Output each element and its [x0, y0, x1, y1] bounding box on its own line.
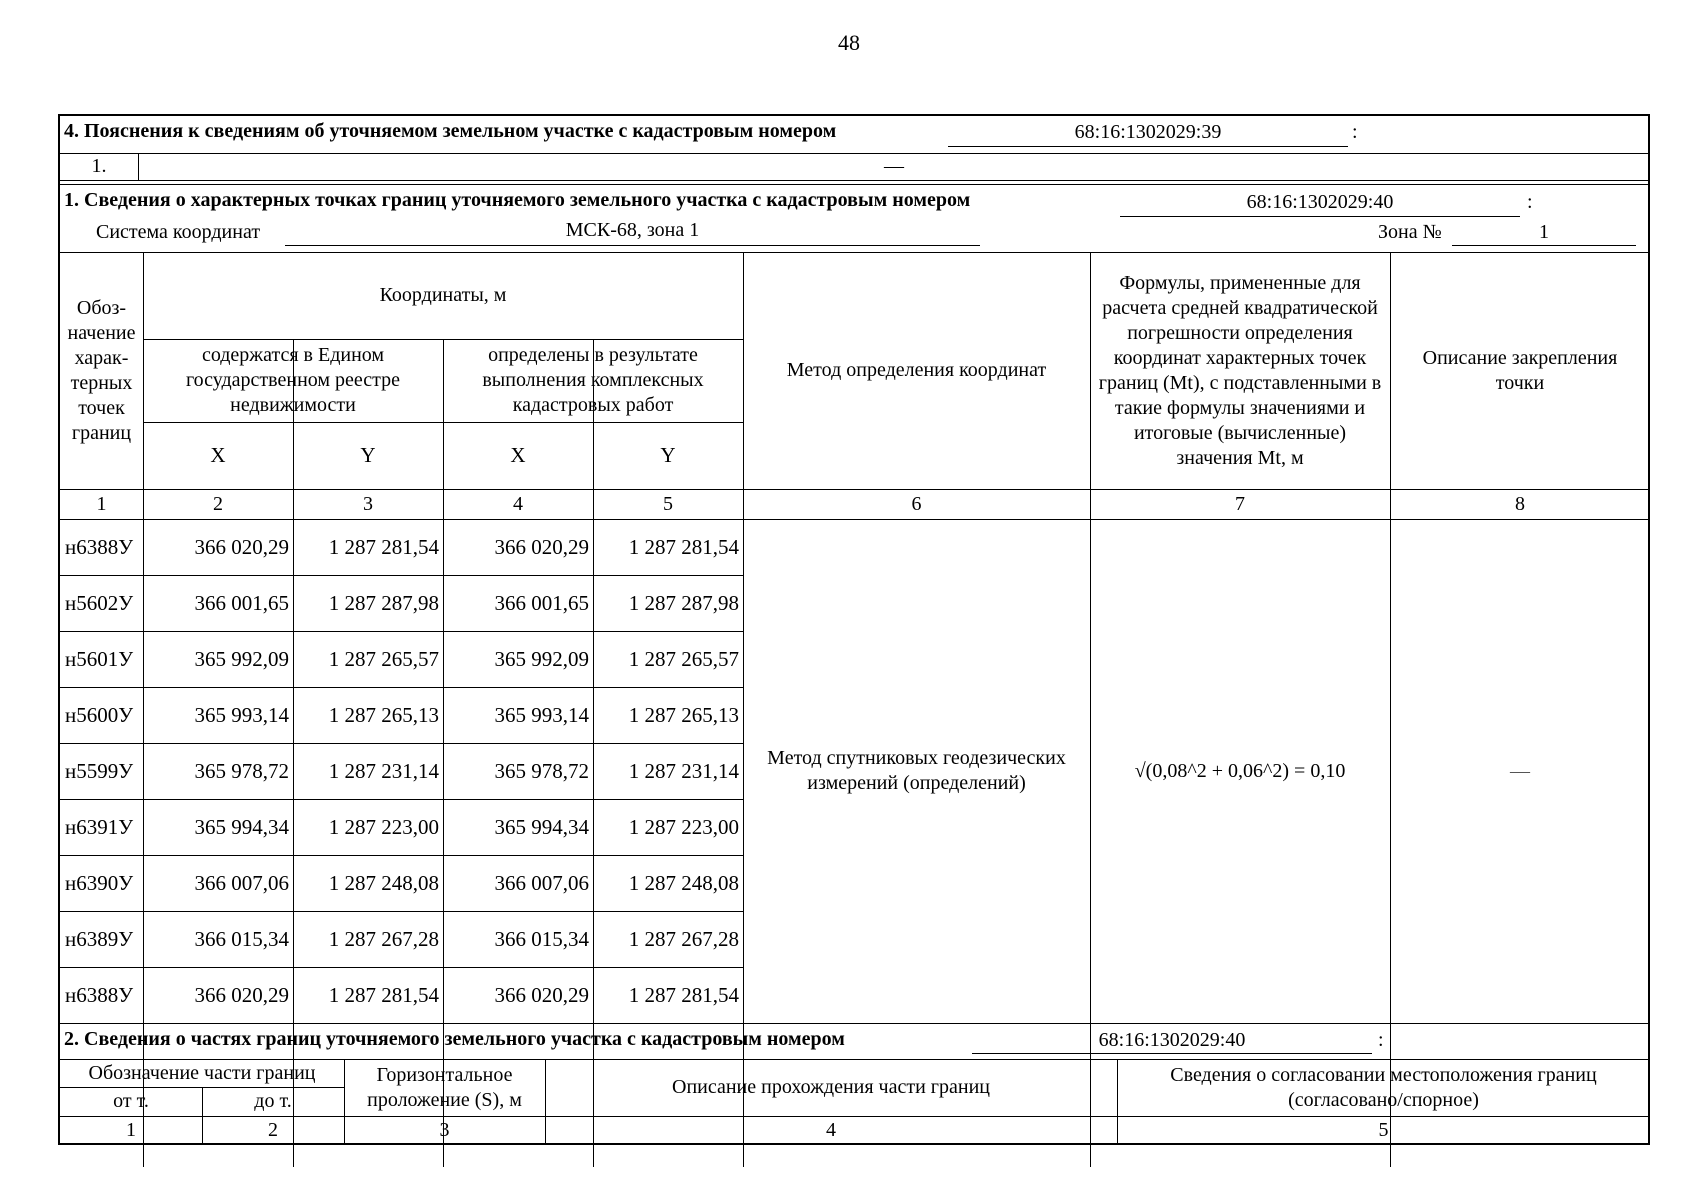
header-point-designation	[60, 252, 143, 489]
column-number: 4	[513, 492, 523, 515]
x-determined: 366 020,29	[494, 534, 589, 559]
header-line: начение	[67, 321, 136, 344]
column-number: 1	[96, 492, 107, 515]
divider	[60, 180, 1650, 181]
header-determined: определены в результате выполнения комплексных кадастровых работ	[482, 344, 704, 416]
y-determined: 1 287 248,08	[628, 870, 739, 895]
x-determined: 366 001,65	[494, 590, 589, 615]
y-egrn: 1 287 287,98	[328, 590, 439, 615]
column-number: 8	[1515, 492, 1525, 515]
header-x-egrn: X	[210, 443, 226, 467]
header-horizontal-layout: Горизонтальное проложение (S), м	[367, 1063, 522, 1111]
header-coordinates: Координаты, м	[379, 284, 507, 306]
section1-cadastral-number: 68:16:1302029:40	[1246, 191, 1394, 213]
point-id: н5601У	[65, 646, 134, 671]
header-description: Описание закрепления точки	[1422, 346, 1618, 394]
cadastral-form	[58, 114, 1650, 1145]
coord-system-underline	[285, 245, 980, 246]
header-y-egrn: Y	[360, 443, 376, 467]
x-egrn: 365 978,72	[194, 758, 289, 783]
point-id: н6389У	[65, 926, 134, 951]
divider	[60, 1023, 1650, 1024]
section4-cadastral-number: 68:16:1302029:39	[1074, 121, 1222, 143]
point-id: н5602У	[65, 590, 134, 615]
point-id: н6388У	[65, 982, 134, 1007]
x-determined: 366 007,06	[494, 870, 589, 895]
y-determined: 1 287 287,98	[628, 590, 739, 615]
column-number: 4	[826, 1119, 836, 1141]
page-number: 48	[838, 30, 860, 55]
x-determined: 365 993,14	[494, 702, 589, 727]
y-determined: 1 287 231,14	[628, 758, 739, 783]
header-line: терных	[70, 371, 133, 394]
column-number: 3	[439, 1119, 450, 1141]
header-egrn: содержатся в Едином государственном реестре недвижимости	[185, 344, 401, 416]
header-y-determined: Y	[660, 443, 676, 467]
y-egrn: 1 287 267,28	[328, 926, 439, 951]
section1-title: 1. Сведения о характерных точках границ уточняемого земельного участка с кадастровым номером	[64, 189, 971, 211]
y-egrn: 1 287 281,54	[328, 982, 439, 1007]
section2-number-underline	[972, 1053, 1372, 1054]
column-number: 5	[663, 492, 673, 515]
y-determined: 1 287 223,00	[628, 814, 739, 839]
formula-value: √(0,08^2 + 0,06^2) = 0,10	[1134, 759, 1346, 782]
point-id: н5600У	[65, 702, 134, 727]
section4-row-number: 1.	[91, 155, 107, 177]
x-egrn: 365 993,14	[194, 702, 289, 727]
header-part-designation: Обозначение части границ	[88, 1061, 316, 1084]
column-number: 3	[363, 492, 373, 515]
x-egrn: 366 015,34	[194, 926, 289, 951]
header-method: Метод определения координат	[786, 359, 1047, 381]
zone-underline	[1452, 245, 1636, 246]
section2-colon: :	[1378, 1029, 1384, 1051]
x-egrn: 366 007,06	[194, 870, 289, 895]
y-egrn: 1 287 265,57	[328, 646, 439, 671]
header-formulas: Формулы, примененные для расчета средней квадратической погрешности определения координат характерных точек границ (Mt), с подставленными в такие формулы значениями и итоговые (вычисленные) значения Mt, м	[1098, 271, 1382, 469]
header-path-description: Описание прохождения части границ	[672, 1076, 990, 1098]
column-number: 5	[1378, 1119, 1389, 1141]
method-value: Метод спутниковых геодезических измерений (определений)	[767, 747, 1066, 794]
x-egrn: 366 001,65	[194, 590, 289, 615]
section4-number-underline	[948, 146, 1348, 147]
x-determined: 365 992,09	[494, 646, 589, 671]
header-to-point: до т.	[254, 1090, 292, 1112]
column-number: 7	[1235, 492, 1245, 515]
point-id: н5599У	[65, 758, 134, 783]
point-id: н6391У	[65, 814, 134, 839]
x-egrn: 365 994,34	[194, 814, 289, 839]
x-determined: 366 020,29	[494, 982, 589, 1007]
y-determined: 1 287 281,54	[628, 534, 739, 559]
y-egrn: 1 287 248,08	[328, 870, 439, 895]
x-determined: 365 994,34	[494, 814, 589, 839]
section2-cadastral-number: 68:16:1302029:40	[1098, 1029, 1246, 1051]
point-id: н6388У	[65, 534, 134, 559]
zone-label: Зона №	[1378, 221, 1442, 243]
divider	[60, 184, 1650, 185]
y-determined: 1 287 267,28	[628, 926, 739, 951]
section4-title: 4. Пояснения к сведениям об уточняемом земельном участке с кадастровым номером	[64, 120, 837, 142]
header-from-point: от т.	[113, 1090, 149, 1112]
section1-number-underline	[1120, 216, 1520, 217]
header-line: точек	[78, 396, 125, 419]
x-egrn: 365 992,09	[194, 646, 289, 671]
point-id: н6390У	[65, 870, 134, 895]
x-egrn: 366 020,29	[194, 982, 289, 1007]
y-determined: 1 287 265,57	[628, 646, 739, 671]
header-agreement: Сведения о согласовании местоположения границ (согласовано/спорное)	[1170, 1063, 1597, 1111]
section1-colon: :	[1527, 191, 1533, 213]
header-x-determined: X	[510, 443, 526, 467]
x-egrn: 366 020,29	[194, 534, 289, 559]
section2-title: 2. Сведения о частях границ уточняемого земельного участка с кадастровым номером	[64, 1028, 845, 1050]
coord-system-label: Система координат	[96, 221, 261, 243]
header-line: границ	[71, 421, 132, 444]
column-number: 1	[126, 1119, 136, 1141]
zone-value: 1	[1539, 221, 1549, 243]
x-determined: 366 015,34	[494, 926, 589, 951]
column-number: 2	[213, 492, 223, 515]
header-line: харак-	[74, 346, 129, 369]
column-number: 6	[911, 492, 922, 515]
y-egrn: 1 287 281,54	[328, 534, 439, 559]
section4-colon: :	[1352, 121, 1358, 143]
y-determined: 1 287 281,54	[628, 982, 739, 1007]
y-egrn: 1 287 231,14	[328, 758, 439, 783]
coord-system-value: МСК-68, зона 1	[565, 219, 700, 241]
header-line: Обоз-	[76, 296, 127, 319]
description-value: —	[1510, 759, 1530, 782]
y-egrn: 1 287 223,00	[328, 814, 439, 839]
x-determined: 365 978,72	[494, 758, 589, 783]
section4-row-text: —	[884, 155, 904, 177]
y-determined: 1 287 265,13	[628, 702, 739, 727]
y-egrn: 1 287 265,13	[328, 702, 439, 727]
column-number: 2	[268, 1119, 278, 1141]
